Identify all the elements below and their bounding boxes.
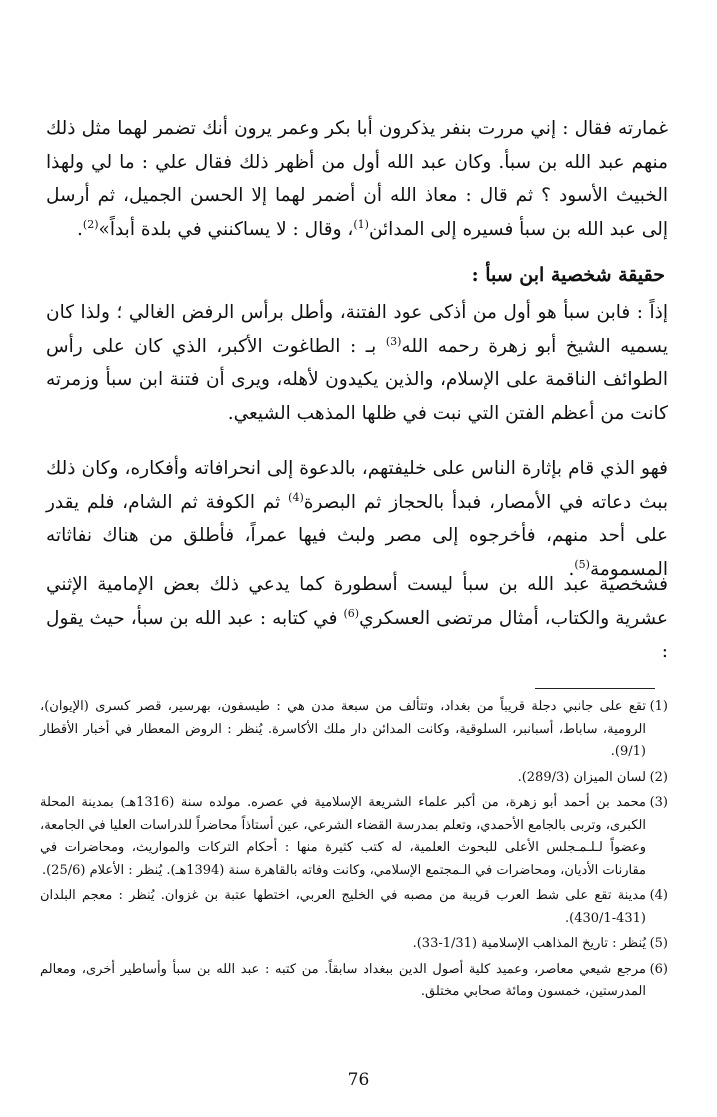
footnote-separator: [535, 688, 655, 689]
section-heading: حقيقة شخصية ابن سبأ :: [471, 264, 665, 286]
footnote-3: [40, 792, 668, 882]
paragraph-2-text: إذاً : فابن سبأ هو أول من أذكى عود الفتنة، وأطل برأس الرفض الغالي ؛ ولذا كان يسميه الشيخ أبو زهرة رحمه الله: [46, 302, 668, 357]
paragraph-3-end: .: [568, 558, 575, 580]
footnote-text: تقع على جانبي دجلة قريباً من بغداد، وتتألف من سبعة مدن هي : طيسفون، بهرسير، قصر كسرى (الإيوان)، الرومية، ساباط، أسبانبر، السلوقية، وكانت المدائن دار ملك الأكاسرة. يُنظر : الروض المعطار في أخبار الأقطار (9/1).: [40, 699, 646, 759]
paragraph-1-end: .: [77, 218, 83, 240]
footnote-5: [40, 933, 668, 956]
paragraph-4: [46, 568, 668, 669]
footnote-number: (1): [649, 699, 668, 714]
footnote-number: (4): [649, 888, 668, 903]
footnote-text: مدينة تقع على شط العرب قريبة من مصبه في الخليج العربي، اختطها عتبة بن غزوان. يُنظر : معجم البلدان (431-430/1).: [40, 888, 646, 926]
paragraph-3-text-2: ثم الكوفة ثم الشام، فلم يقدر على أحد منهم، فأخرجوه إلى مصر ولبث فيها عمراً، فأطلق من هناك نفاثاته المسمومة: [46, 491, 668, 580]
footnote-6: [40, 959, 668, 1004]
footnote-number: (5): [649, 936, 668, 951]
footnote-2: [40, 767, 668, 790]
footnote-text: مرجع شيعي معاصر، وعميد كلية أصول الدين ببغداد سابقاً. من كتبه : عبد الله بن سبأ وأساطير أخرى، ومعالم المدرستين، خمسون ومائة صحابي مختلق.: [40, 961, 646, 999]
paragraph-4-text-2: في كتابه : عبد الله بن سبأ، حيث يقول :: [46, 607, 668, 662]
paragraph-1-text-2: ، وقال : لا يساكنني في بلدة أبداً»: [98, 218, 354, 240]
footnote-ref-2: (2): [82, 217, 99, 231]
footnote-text: محمد بن أحمد أبو زهرة، من أكبر علماء الشريعة الإسلامية في عصره. مولده سنة (1316هـ) بمدينة المحلة الكبرى، وتربى بالجامع الأحمدي، وتعلم بمدرسة القضاء الشرعي، عين أستاذاً محاضراً للدراسات العليا في الجامعة، وعضواً لـلـمـجلس الأعلى للبحوث العلمية، له كتب كثيرة منها : أحكام التركات والمواريث، ومحاضرات في مقارنات الأديان، ومحاضرات في الـمجتمع الإسلامي، وكانت وفاته بالقاهرة سنة (1394هـ). يُنظر : الأعلام (25/6).: [40, 795, 646, 878]
footnote-ref-3: (3): [385, 334, 402, 348]
footnote-ref-4: (4): [288, 490, 304, 504]
footnote-ref-5: (5): [574, 557, 590, 571]
footnote-text: لسان الميزان (289/3).: [517, 769, 646, 785]
page-number: 76: [347, 1070, 370, 1090]
paragraph-3-text: فهو الذي قام بإثارة الناس على خليفتهم، بالدعوة إلى انحرافاته وأفكاره، وكان ذلك ببث دعاته في الأمصار، فبدأ بالحجاز ثم البصرة: [46, 458, 668, 513]
footnote-1: [40, 696, 668, 764]
paragraph-4-text: فشخصية عبد الله بن سبأ ليست أسطورة كما يدعي ذلك بعض الإمامية الإثني عشرية والكتاب، أمثال مرتضى العسكري: [46, 574, 669, 629]
footnote-number: (6): [649, 961, 668, 977]
footnote-ref-6: (6): [343, 606, 360, 620]
footnote-ref-1: (1): [353, 217, 369, 231]
footnote-number: (2): [649, 769, 668, 785]
paragraph-1: [46, 112, 668, 246]
paragraph-1-text: غمارته فقال : إني مررت بنفر يذكرون أبا بكر وعمر يرون أنك تضمر لهما مثل ذلك منهم عبد الله بن سبأ. وكان عبد الله أول من أظهر ذلك فقال علي : ما لي ولهذا الخبيث الأسود ؟ ثم قال : معاذ الله أن أضمر لهما إلا الحسن الجميل، ثم أرسل إلى عبد الله بن سبأ فسيره إلى المدائن: [46, 118, 668, 240]
footnote-4: [40, 885, 668, 930]
footnote-text: يُنظر : تاريخ المذاهب الإسلامية (1/31-33).: [412, 936, 646, 951]
paragraph-3: [46, 452, 668, 586]
paragraph-2: [46, 296, 668, 430]
footnotes: [40, 696, 668, 1007]
footnote-number: (3): [649, 795, 668, 810]
paragraph-2-text-2: بـ : الطاغوت الأكبر، الذي كان على رأس الطوائف الناقمة على الإسلام، والذين يكيدون لأهله، ويرى أن فتنة ابن سبأ وزمرته كانت من أعظم الفتن التي نبت في ظلها المذهب الشيعي.: [46, 335, 668, 424]
